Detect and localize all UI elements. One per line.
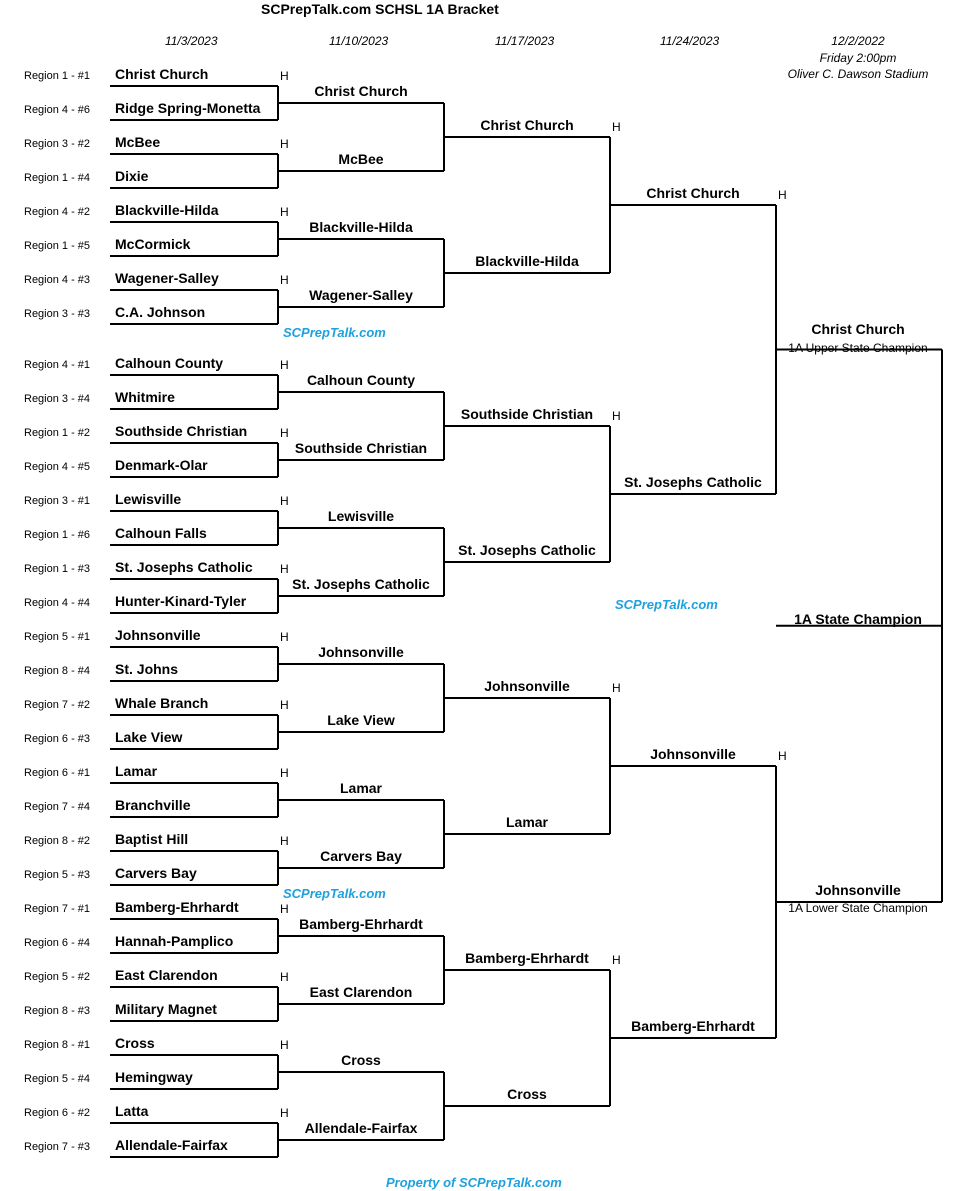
round2-team: Wagener-Salley — [309, 287, 413, 303]
round1-seed: Region 7 - #2 — [24, 699, 91, 711]
home-marker: H — [280, 426, 289, 440]
round2-team: Bamberg-Ehrhardt — [299, 916, 423, 932]
round1-team: Allendale-Fairfax — [115, 1137, 228, 1153]
lower-state-champion-label: 1A Lower State Champion — [788, 901, 928, 915]
round1-team: Calhoun County — [115, 355, 224, 371]
round4-date: 11/24/2023 — [660, 34, 720, 48]
home-marker: H — [280, 766, 289, 780]
home-marker: H — [280, 970, 289, 984]
round1-seed: Region 3 - #1 — [24, 495, 91, 507]
final-date: 12/2/2022 — [831, 34, 885, 48]
round1-seed: Region 3 - #2 — [24, 138, 91, 150]
round2-team: East Clarendon — [309, 984, 413, 1000]
round2-team: Lamar — [339, 780, 383, 796]
home-marker: H — [612, 120, 621, 134]
round4-team: Johnsonville — [650, 746, 736, 762]
round1-team: Christ Church — [115, 66, 209, 82]
round1-team: Ridge Spring-Monetta — [115, 100, 261, 116]
round1-team: East Clarendon — [115, 967, 218, 983]
round1-seed: Region 6 - #3 — [24, 733, 91, 745]
round1-team: Southside Christian — [115, 423, 248, 439]
round1-team: Calhoun Falls — [115, 525, 207, 541]
round3-team: Bamberg-Ehrhardt — [465, 950, 589, 966]
watermark-1: SCPrepTalk.com — [283, 325, 386, 340]
round2-team: Allendale-Fairfax — [304, 1120, 418, 1136]
round2-team: Lewisville — [327, 508, 395, 524]
round1-seed: Region 8 - #4 — [24, 665, 91, 677]
round4-team: St. Josephs Catholic — [624, 474, 762, 490]
round3-team: Cross — [507, 1086, 547, 1102]
home-marker: H — [612, 681, 621, 695]
round3-team: Blackville-Hilda — [475, 253, 579, 269]
round1-team: Lewisville — [115, 491, 182, 507]
round1-seed: Region 1 - #4 — [24, 172, 91, 184]
home-marker: H — [778, 749, 787, 763]
round3-team: Southside Christian — [460, 406, 594, 422]
state-champion-label: 1A State Champion — [794, 611, 922, 627]
upper-state-champion-team: Christ Church — [811, 321, 905, 337]
home-marker: H — [778, 188, 787, 202]
upper-state-champion-label: 1A Upper State Champion — [788, 341, 928, 355]
round1-seed: Region 3 - #3 — [24, 308, 91, 320]
round2-team: Carvers Bay — [320, 848, 402, 864]
round1-team: Baptist Hill — [115, 831, 189, 847]
round2-team: Blackville-Hilda — [309, 219, 413, 235]
round4-team: Bamberg-Ehrhardt — [631, 1018, 755, 1034]
round2-team: Southside Christian — [294, 440, 428, 456]
round1-team: Hunter-Kinard-Tyler — [115, 593, 247, 609]
home-marker: H — [280, 562, 289, 576]
round3-team: Christ Church — [480, 117, 574, 133]
home-marker: H — [280, 205, 289, 219]
round1-team: Dixie — [115, 168, 149, 184]
round1-date: 11/3/2023 — [165, 34, 218, 48]
round1-team: Wagener-Salley — [115, 270, 219, 286]
lower-state-champion-team: Johnsonville — [815, 882, 901, 898]
round1-seed: Region 7 - #1 — [24, 903, 91, 915]
home-marker: H — [280, 273, 289, 287]
round1-team: Bamberg-Ehrhardt — [115, 899, 239, 915]
round1-team: Blackville-Hilda — [115, 202, 219, 218]
round1-team: Branchville — [115, 797, 191, 813]
round1-team: Whale Branch — [115, 695, 209, 711]
round1-team: Hemingway — [115, 1069, 193, 1085]
round1-team: Denmark-Olar — [115, 457, 208, 473]
round1-seed: Region 4 - #3 — [24, 274, 91, 286]
round1-seed: Region 5 - #3 — [24, 869, 91, 881]
round2-team: Johnsonville — [318, 644, 404, 660]
round2-team: Christ Church — [314, 83, 408, 99]
page-title: SCPrepTalk.com SCHSL 1A Bracket — [261, 1, 499, 17]
round1-team: C.A. Johnson — [115, 304, 206, 320]
round1-seed: Region 8 - #3 — [24, 1005, 91, 1017]
round3-team: Lamar — [505, 814, 549, 830]
round1-team: Lamar — [115, 763, 158, 779]
round1-team: Johnsonville — [115, 627, 201, 643]
home-marker: H — [280, 630, 289, 644]
round2-date: 11/10/2023 — [329, 34, 389, 48]
round2-team: St. Josephs Catholic — [292, 576, 430, 592]
home-marker: H — [280, 137, 289, 151]
round1-team: Lake View — [115, 729, 183, 745]
round1-team: Whitmire — [115, 389, 175, 405]
round1-seed: Region 8 - #1 — [24, 1039, 91, 1051]
round1-team: Military Magnet — [115, 1001, 217, 1017]
round1-team: Hannah-Pamplico — [115, 933, 234, 949]
round1-team: McCormick — [115, 236, 191, 252]
round1-seed: Region 4 - #6 — [24, 104, 91, 116]
final-day-time: Friday 2:00pm — [819, 51, 897, 65]
round1-seed: Region 8 - #2 — [24, 835, 91, 847]
round1-seed: Region 1 - #5 — [24, 240, 91, 252]
round1-seed: Region 5 - #2 — [24, 971, 91, 983]
round1-seed: Region 5 - #4 — [24, 1073, 91, 1085]
home-marker: H — [280, 1038, 289, 1052]
home-marker: H — [280, 834, 289, 848]
round1-seed: Region 7 - #3 — [24, 1141, 91, 1153]
round2-team: Lake View — [327, 712, 395, 728]
round1-seed: Region 3 - #4 — [24, 393, 91, 405]
round1-seed: Region 4 - #5 — [24, 461, 91, 473]
round1-seed: Region 6 - #1 — [24, 767, 91, 779]
round1-seed: Region 1 - #6 — [24, 529, 91, 541]
round1-seed: Region 4 - #2 — [24, 206, 91, 218]
home-marker: H — [280, 698, 289, 712]
round3-team: St. Josephs Catholic — [458, 542, 596, 558]
round1-seed: Region 7 - #4 — [24, 801, 91, 813]
round3-team: Johnsonville — [484, 678, 570, 694]
round2-team: McBee — [338, 151, 384, 167]
round4-team: Christ Church — [646, 185, 740, 201]
round1-seed: Region 6 - #2 — [24, 1107, 91, 1119]
home-marker: H — [280, 358, 289, 372]
round1-team: Cross — [115, 1035, 155, 1051]
round1-team: St. Josephs Catholic — [115, 559, 253, 575]
final-venue: Oliver C. Dawson Stadium — [787, 67, 929, 81]
round1-seed: Region 1 - #1 — [24, 70, 91, 82]
home-marker: H — [280, 902, 289, 916]
round1-seed: Region 4 - #1 — [24, 359, 91, 371]
watermark-2: SCPrepTalk.com — [615, 597, 718, 612]
round3-date: 11/17/2023 — [495, 34, 555, 48]
round1-team: St. Johns — [115, 661, 179, 677]
round1-seed: Region 4 - #4 — [24, 597, 91, 609]
watermark-3: SCPrepTalk.com — [283, 886, 386, 901]
round1-seed: Region 1 - #3 — [24, 563, 91, 575]
round1-seed: Region 6 - #4 — [24, 937, 91, 949]
round1-team: McBee — [115, 134, 161, 150]
home-marker: H — [280, 1106, 289, 1120]
home-marker: H — [612, 953, 621, 967]
home-marker: H — [612, 409, 621, 423]
footer: Property of SCPrepTalk.com — [386, 1175, 562, 1190]
round1-seed: Region 1 - #2 — [24, 427, 91, 439]
home-marker: H — [280, 69, 289, 83]
round1-team: Carvers Bay — [115, 865, 197, 881]
home-marker: H — [280, 494, 289, 508]
round1-seed: Region 5 - #1 — [24, 631, 91, 643]
round1-team: Latta — [115, 1103, 149, 1119]
round2-team: Cross — [341, 1052, 381, 1068]
round2-team: Calhoun County — [306, 372, 416, 388]
